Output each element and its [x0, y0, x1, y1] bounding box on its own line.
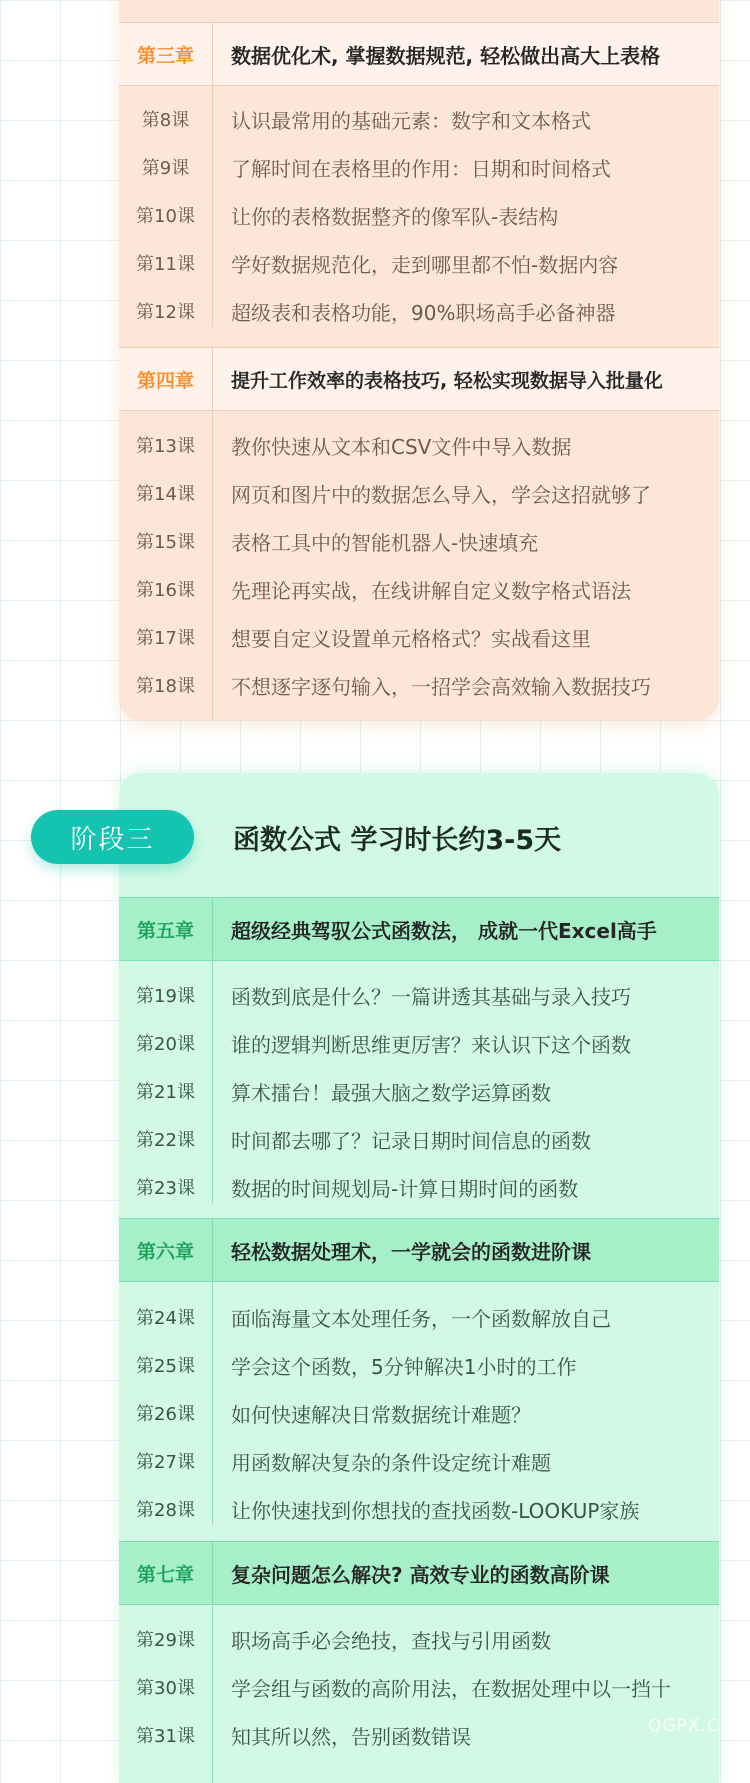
lesson-row[interactable]	[119, 521, 719, 561]
lesson-title: 让你快速找到你想找的查找函数-LOOKUP家族	[231, 1498, 640, 1523]
lesson-number: 第9课	[141, 158, 190, 179]
lesson-number: 第29课	[136, 1630, 195, 1651]
chapter-label: 第六章	[119, 1219, 213, 1281]
orange-course-card	[119, 0, 719, 720]
chapter-header[interactable]	[119, 22, 719, 86]
chapter-label: 第三章	[119, 23, 213, 85]
chapter-label: 第五章	[119, 898, 213, 960]
lesson-number: 第27课	[136, 1452, 195, 1473]
lesson-number: 第15课	[136, 532, 195, 553]
lesson-number: 第28课	[136, 1500, 195, 1521]
lesson-number: 第23课	[136, 1178, 195, 1199]
lesson-row[interactable]	[119, 1441, 719, 1481]
lesson-number: 第12课	[136, 302, 195, 323]
lesson-row[interactable]	[119, 195, 719, 235]
lesson-title: 表格工具中的智能机器人-快速填充	[231, 530, 539, 555]
lesson-title: 算术擂台！最强大脑之数学运算函数	[231, 1080, 551, 1105]
watermark: QGPX.C	[648, 1716, 720, 1736]
lesson-title: 认识最常用的基础元素：数字和文本格式	[231, 108, 591, 133]
lesson-number: 第8课	[141, 110, 190, 131]
chapter-header[interactable]	[119, 1541, 719, 1605]
lesson-title: 用函数解决复杂的条件设定统计难题	[231, 1450, 551, 1475]
lesson-number: 第10课	[136, 206, 195, 227]
lesson-title: 教你快速从文本和CSV文件中导入数据	[231, 434, 572, 459]
lesson-title: 时间都去哪了？记录日期时间信息的函数	[231, 1128, 591, 1153]
stage-title: 函数公式 学习时长约3-5天	[233, 825, 562, 856]
lesson-number: 第20课	[136, 1034, 195, 1055]
lesson-title: 知其所以然，告别函数错误	[231, 1724, 471, 1749]
lesson-title: 网页和图片中的数据怎么导入，学会这招就够了	[231, 482, 651, 507]
chapter-title: 数据优化术, 掌握数据规范, 轻松做出高大上表格	[231, 43, 661, 68]
chapter-label: 第七章	[119, 1542, 213, 1604]
lesson-title: 如何快速解决日常数据统计难题？	[231, 1402, 531, 1427]
lesson-title: 学好数据规范化，走到哪里都不怕-数据内容	[231, 252, 619, 277]
lesson-title: 学会这个函数，5分钟解决1小时的工作	[231, 1354, 577, 1379]
lesson-row[interactable]	[119, 1667, 719, 1707]
lesson-row[interactable]	[119, 243, 719, 283]
lesson-number: 第18课	[136, 676, 195, 697]
chapter-header[interactable]	[119, 1218, 719, 1282]
lesson-number: 第26课	[136, 1404, 195, 1425]
lesson-title: 学会组与函数的高阶用法，在数据处理中以一挡十	[231, 1676, 671, 1701]
lesson-title: 先理论再实战，在线讲解自定义数字格式语法	[231, 578, 631, 603]
lesson-number: 第25课	[136, 1356, 195, 1377]
chapter-header[interactable]	[119, 897, 719, 961]
lesson-number: 第21课	[136, 1082, 195, 1103]
lesson-title: 了解时间在表格里的作用：日期和时间格式	[231, 156, 611, 181]
chapter-title: 超级经典驾驭公式函数法， 成就一代Excel高手	[231, 918, 657, 943]
lesson-row[interactable]	[119, 617, 719, 657]
lesson-row[interactable]	[119, 1167, 719, 1207]
lesson-list	[119, 1603, 719, 1783]
lesson-title: 数据的时间规划局-计算日期时间的函数	[231, 1176, 579, 1201]
lesson-title: 超级表和表格功能，90%职场高手必备神器	[231, 300, 616, 325]
chapter-label: 第四章	[119, 348, 213, 410]
lesson-row[interactable]	[119, 425, 719, 465]
lesson-number: 第30课	[136, 1678, 195, 1699]
lesson-row[interactable]	[119, 569, 719, 609]
lesson-row[interactable]	[119, 1071, 719, 1111]
lesson-row[interactable]	[119, 1619, 719, 1659]
lesson-row[interactable]	[119, 1023, 719, 1063]
lesson-row[interactable]	[119, 1715, 719, 1755]
chapter-title: 轻松数据处理术，一学就会的函数进阶课	[231, 1239, 591, 1264]
lesson-number: 第19课	[136, 986, 195, 1007]
lesson-row[interactable]	[119, 99, 719, 139]
lesson-title: 不想逐字逐句输入，一招学会高效输入数据技巧	[231, 674, 651, 699]
chapter-title: 复杂问题怎么解决? 高效专业的函数高阶课	[231, 1562, 610, 1587]
lesson-row[interactable]	[119, 665, 719, 705]
lesson-row[interactable]	[119, 291, 719, 331]
chapter-header[interactable]	[119, 347, 719, 411]
lesson-title: 谁的逻辑判断思维更厉害？来认识下这个函数	[231, 1032, 631, 1057]
lesson-list	[119, 84, 719, 327]
lesson-title: 想要自定义设置单元格格式？实战看这里	[231, 626, 591, 651]
lesson-title: 职场高手必会绝技，查找与引用函数	[231, 1628, 551, 1653]
lesson-title: 让你的表格数据整齐的像军队-表结构	[231, 204, 559, 229]
lesson-row[interactable]	[119, 1297, 719, 1337]
chapter-title: 提升工作效率的表格技巧, 轻松实现数据导入批量化	[231, 369, 663, 392]
lesson-row[interactable]	[119, 1489, 719, 1529]
lesson-row[interactable]	[119, 147, 719, 187]
lesson-list	[119, 959, 719, 1204]
lesson-row[interactable]	[119, 975, 719, 1015]
lesson-number: 第31课	[136, 1726, 195, 1747]
lesson-number: 第16课	[136, 580, 195, 601]
green-course-card	[119, 773, 719, 1783]
lesson-title: 函数到底是什么？一篇讲透其基础与录入技巧	[231, 984, 631, 1009]
lesson-number: 第22课	[136, 1130, 195, 1151]
lesson-number: 第13课	[136, 436, 195, 457]
lesson-number: 第17课	[136, 628, 195, 649]
stage-badge: 阶段三	[31, 810, 194, 864]
lesson-number: 第24课	[136, 1308, 195, 1329]
lesson-title: 面临海量文本处理任务，一个函数解放自己	[231, 1306, 611, 1331]
lesson-row[interactable]	[119, 473, 719, 513]
lesson-number: 第14课	[136, 484, 195, 505]
lesson-number: 第11课	[136, 254, 195, 275]
lesson-row[interactable]	[119, 1393, 719, 1433]
lesson-row[interactable]	[119, 1345, 719, 1385]
lesson-row[interactable]	[119, 1119, 719, 1159]
lesson-list	[119, 1280, 719, 1525]
lesson-list	[119, 409, 719, 720]
